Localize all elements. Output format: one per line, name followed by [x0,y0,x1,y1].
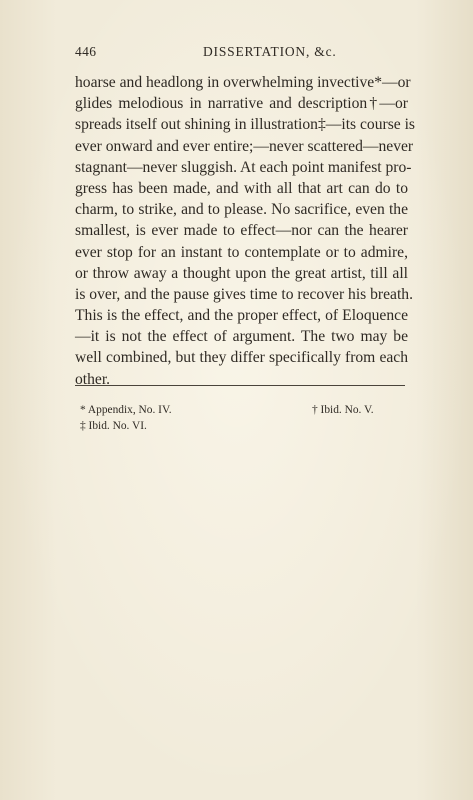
text-line: hoarse and headlong in overwhelming invective*—or [75,74,411,91]
text-line: ever onward and ever entire;—never scattered—never [75,137,414,155]
running-title: DISSERTATION, &c. [203,44,337,59]
text-line: well combined, but they differ specifically from each [75,349,408,367]
page-number: 446 [75,44,97,59]
footnote-2: † Ibid. No. V. [312,404,374,416]
text-line: other. [75,370,111,388]
text-line: is over, and the pause gives time to recover his breath. [75,285,413,303]
text-line: gress has been made, and with all that art can do to [75,179,408,197]
text-line: stagnant—never sluggish. At each point manifest pro- [75,158,412,176]
text-line: smallest, is ever made to effect—nor can the hearer [75,222,408,240]
running-head [75,44,408,62]
text-line: or throw away a thought upon the great artist, till all [75,264,408,282]
text-line: This is the effect, and the proper effect, of Eloquence [75,307,408,325]
body-paragraph [75,72,416,390]
text-line: spreads itself out shining in illustration‡—its course is [75,116,416,134]
text-line: charm, to strike, and to please. No sacrifice, even the [75,201,408,219]
text-line: glides melodious in narrative and description†—or [75,95,408,113]
text-line: ever stop for an instant to contemplate or to admire, [75,243,408,261]
text-line: —it is not the effect of argument. The two may be [75,328,408,346]
footnote-divider [75,385,405,386]
footnote-1: * Appendix, No. IV. [80,404,172,416]
footnote-3: ‡ Ibid. No. VI. [80,420,147,432]
